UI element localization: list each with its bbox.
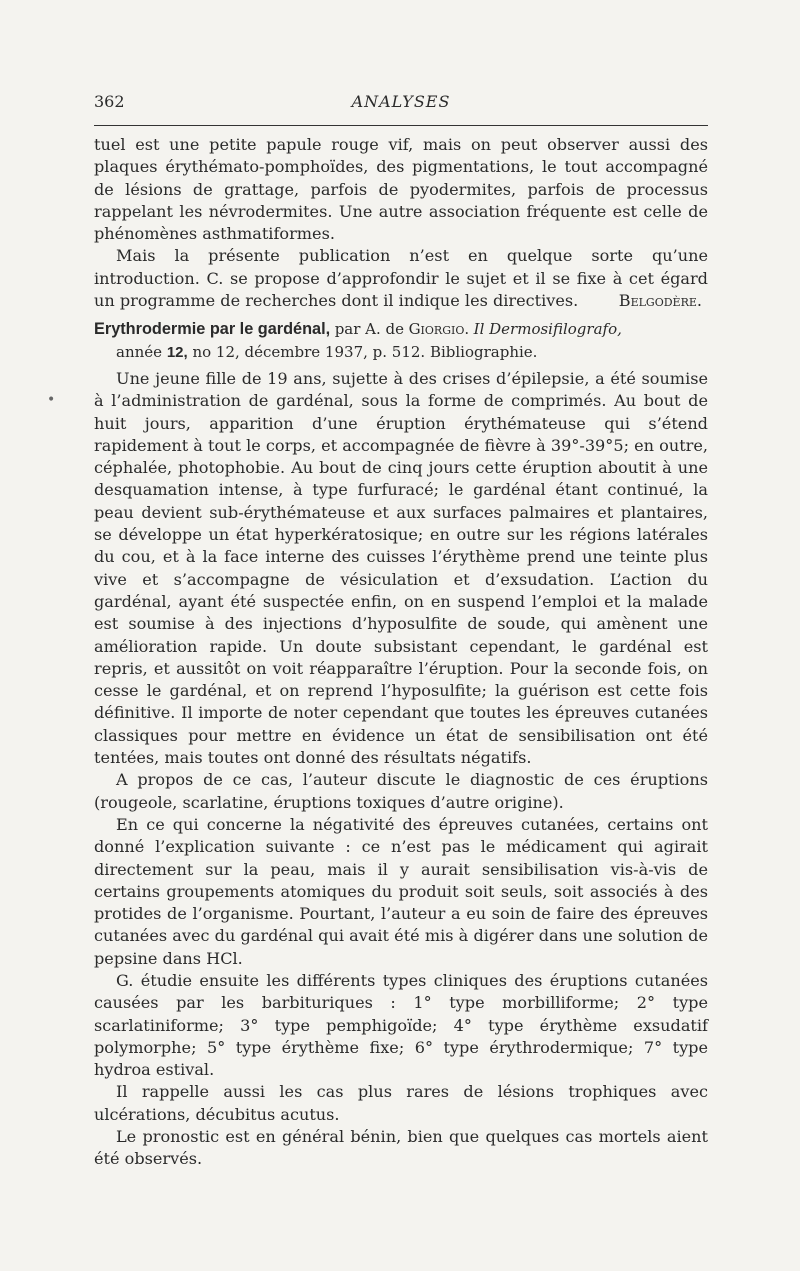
body-text (94, 134, 708, 1171)
intro-paragraph (94, 245, 708, 312)
entry-par: par A. de (334, 320, 405, 339)
intro-text: Mais la présente publication n’est en quelque sorte qu’une introduction. C. se propose d’approfondir le sujet et il se fixe à cet égard un programme de recherches dont il indique les directives. (94, 246, 708, 311)
entry-author: Giorgio. (408, 320, 470, 339)
page-number: 362 (94, 92, 125, 111)
body-paragraph: En ce qui concerne la négativité des épreuves cutanées, certains ont donné l’explication suivante : ce n’est pas le médicament qui agirait directement sur la peau, mais il y aurait sensibilisation vis-à-vis de certains groupements atomiques du produit soit seuls, soit associés à des protides de l’organisme. Pourtant, l’auteur a eu soin de faire des épreuves cutanées avec du gardénal qui avait été mis à digérer dans une solution de pepsine dans HCl. (94, 814, 708, 968)
header-rule (94, 125, 708, 126)
signature: Belgodère. (618, 291, 702, 311)
body-paragraph: Il rappelle aussi les cas plus rares de lésions trophiques avec ulcérations, décubitus acutus. (94, 1082, 708, 1124)
entry-annee-label: année (116, 342, 163, 361)
entry-details: no 12, décembre 1937, p. 512. Bibliographie. (192, 342, 538, 361)
page-header (94, 92, 708, 122)
entry-journal: Il Dermosifilografo, (473, 320, 622, 339)
entry-volume: 12, (166, 343, 188, 361)
running-head: ANALYSES (351, 92, 451, 111)
body-paragraph: G. étudie ensuite les différents types cliniques des éruptions cutanées causées par les barbituriques : 1° type morbilliforme; 2° type scarlatiniforme; 3° type pemphigoïde; 4° type érythème exsudatif polymorphe; 5° type érythème fixe; 6° type érythrodermique; 7° type hydroa estival. (94, 970, 708, 1080)
body-paragraph: A propos de ce cas, l’auteur discute le diagnostic de ces éruptions (rougeole, scarlatine, éruptions toxiques d’autre origine). (94, 770, 708, 812)
margin-mark: • (47, 392, 56, 408)
page (94, 92, 708, 1169)
intro-paragraph: tuel est une petite papule rouge vif, mais on peut observer aussi des plaques érythémato-pomphoïdes, des pigmentations, le tout accompagné de lésions de grattage, parfois de pyodermites, parfois de processus rappelant les névrodermites. Une autre association fréquente est celle de phénomènes asthmatiformes. (94, 135, 708, 244)
body-paragraph: Le pronostic est en général bénin, bien que quelques cas mortels aient été observés. (94, 1127, 708, 1169)
entry-reference (94, 341, 708, 364)
entry-title (94, 318, 708, 340)
entry-title-text: Erythrodermie par le gardénal, (94, 320, 331, 339)
body-paragraph: Une jeune fille de 19 ans, sujette à des crises d’épilepsie, a été soumise à l’administration de gardénal, sous la forme de comprimés. Au bout de huit jours, apparition d’une éruption érythémateuse qui s’étend rapidement à tout le corps, et accompagnée de fièvre à 39°-39°5; en outre, céphalée, photophobie. Au bout de cinq jours cette éruption aboutit à une desquamation intense, à type furfuracé; le gardénal étant continué, la peau devient sub-érythémateuse et aux surfaces palmaires et plantaires, se développe un état hyperkératosique; en outre sur les régions latérales du cou, et à la face interne des cuisses l’érythème prend une teinte plus vive et s’accompagne de vésiculation et d’exsudation. L’action du gardénal, ayant été suspectée enfin, on en suspend l’emploi et la malade est soumise à des injections d’hyposulfite de soude, qui amènent une amélioration rapide. Un doute subsistant cependant, le gardénal est repris, et aussitôt on voit réapparaître l’éruption. Pour la seconde fois, on cesse le gardénal, et on reprend l’hyposulfite; la guérison est cette fois définitive. Il importe de noter cependant que toutes les épreuves cutanées classiques pour mettre en évidence un état de sensibilisation ont été tentées, mais toutes ont donné des résultats négatifs. (94, 368, 708, 768)
